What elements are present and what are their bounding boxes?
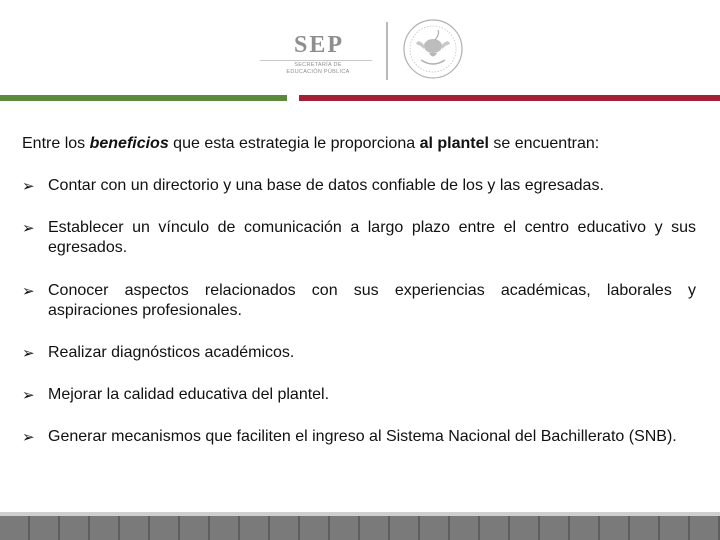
intro-emphasis-plantel: al plantel	[419, 135, 489, 152]
list-item-text: Establecer un vínculo de comunicación a largo plazo entre el centro educativo y sus egresados.	[48, 219, 696, 256]
content-body	[22, 134, 696, 447]
list-item	[22, 176, 696, 196]
header-divider	[386, 22, 388, 80]
sep-logo	[258, 28, 378, 80]
band-red	[299, 95, 720, 101]
sep-subtitle-line1: SECRETARÍA DE	[294, 62, 342, 68]
arrow-bullet-icon: ➢	[22, 282, 35, 300]
list-item	[22, 281, 696, 321]
list-item	[22, 427, 696, 447]
arrow-bullet-icon: ➢	[22, 428, 35, 446]
intro-part-3: se encuentran:	[488, 135, 600, 152]
color-band	[0, 95, 720, 101]
arrow-bullet-icon: ➢	[22, 219, 35, 237]
sep-subtitle	[278, 62, 358, 76]
intro-part-1: Entre los	[22, 135, 90, 152]
list-item	[22, 343, 696, 363]
list-item	[22, 218, 696, 258]
footer-bar	[0, 512, 720, 540]
arrow-bullet-icon: ➢	[22, 344, 35, 362]
logo-rule	[260, 60, 372, 61]
sep-wordmark: SEP	[294, 32, 345, 58]
list-item-text: Realizar diagnósticos académicos.	[48, 344, 295, 361]
band-green	[0, 95, 287, 101]
intro-part-2: que esta estrategia le proporciona	[168, 135, 420, 152]
list-item-text: Conocer aspectos relacionados con sus experiencias académicas, laborales y aspiraciones profesionales.	[48, 282, 696, 319]
coat-of-arms-seal-icon	[402, 18, 464, 80]
list-item-text: Generar mecanismos que faciliten el ingreso al Sistema Nacional del Bachillerato (SNB).	[48, 428, 677, 445]
arrow-bullet-icon: ➢	[22, 177, 35, 195]
list-item-text: Mejorar la calidad educativa del plantel.	[48, 386, 330, 403]
list-item-text: Contar con un directorio y una base de datos confiable de los y las egresadas.	[48, 177, 604, 194]
sep-subtitle-line2: EDUCACIÓN PÚBLICA	[286, 69, 350, 75]
benefits-list	[22, 176, 696, 447]
footer-pattern	[0, 516, 720, 540]
intro-paragraph	[22, 134, 696, 154]
intro-emphasis-benefits: beneficios	[89, 135, 169, 152]
list-item	[22, 385, 696, 405]
band-gap	[287, 95, 299, 101]
arrow-bullet-icon: ➢	[22, 386, 35, 404]
